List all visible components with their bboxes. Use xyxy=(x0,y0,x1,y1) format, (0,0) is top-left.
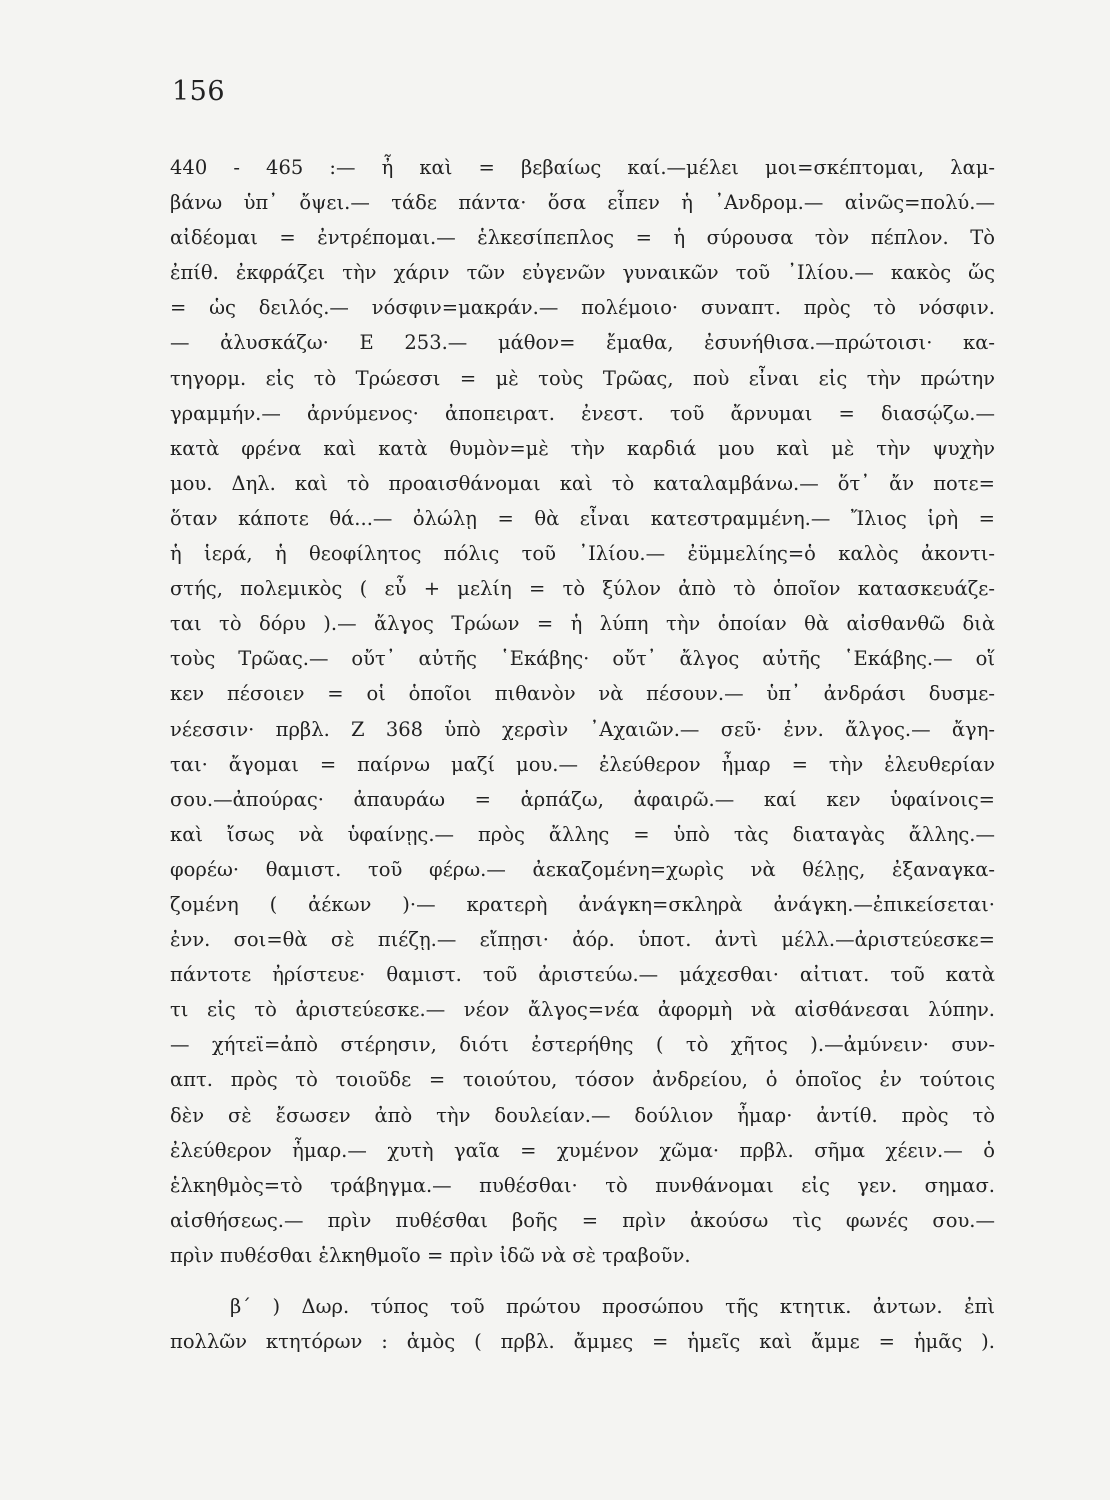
commentary-line: — ἀλυσκάζω· Ε 253.— μάθον= ἔμαθα, ἐσυνήθισα.—πρώτοισι· κα- xyxy=(170,331,995,355)
commentary-line: ἑλκηθμὸς=τὸ τράβηγμα.— πυθέσθαι· τὸ πυνθάνομαι εἰς γεν. σημασ. xyxy=(170,1173,995,1197)
commentary-line: ἐπίθ. ἐκφράζει τὴν χάριν τῶν εὐγενῶν γυναικῶν τοῦ ᾿Ιλίου.— κακὸς ὥς xyxy=(170,261,995,285)
commentary-text xyxy=(170,150,995,1273)
commentary-line: αἰδέομαι = ἐντρέπομαι.— ἑλκεσίπεπλος = ἡ σύρουσα τὸν πέπλον. Τὸ xyxy=(170,226,995,250)
commentary-line: στής, πολεμικὸς ( εὖ + μελίη = τὸ ξύλον ἀπὸ τὸ ὁποῖον κατασκευάζε- xyxy=(170,577,995,601)
commentary-line: σου.—ἀπούρας· ἀπαυράω = ἁρπάζω, ἀφαιρῶ.— καί κεν ὑφαίνοις= xyxy=(170,787,995,811)
commentary-line: = ὡς δειλός.— νόσφιν=μακράν.— πολέμοιο· συναπτ. πρὸς τὸ νόσφιν. xyxy=(170,296,995,320)
commentary-line: ἡ ἱερά, ἡ θεοφίλητος πόλις τοῦ ᾿Ιλίου.— ἐϋμμελίης=ὁ καλὸς ἀκοντι- xyxy=(170,542,995,566)
footnote-line: β΄ ) Δωρ. τύπος τοῦ πρώτου προσώπου τῆς κτητικ. ἀντων. ἐπὶ xyxy=(230,1295,995,1318)
commentary-line: πάντοτε ἠρίστευε· θαμιστ. τοῦ ἀριστεύω.— μάχεσθαι· αἰτιατ. τοῦ κατὰ xyxy=(170,963,995,987)
footnote-text xyxy=(170,1289,995,1359)
commentary-line: ὅταν κάποτε θά...— ὀλώλῃ = θὰ εἶναι κατεστραμμένη.— Ἴλιος ἱρὴ = xyxy=(170,506,995,530)
commentary-line: τηγορμ. εἰς τὸ Τρώεσσι = μὲ τοὺς Τρῶας, ποὺ εἶναι εἰς τὴν πρώτην xyxy=(170,366,995,390)
commentary-line: κεν πέσοιεν = οἱ ὁποῖοι πιθανὸν νὰ πέσουν.— ὑπ᾽ ἀνδράσι δυσμε- xyxy=(170,682,995,706)
commentary-line: απτ. πρὸς τὸ τοιοῦδε = τοιούτου, τόσον ἀνδρείου, ὁ ὁποῖος ἐν τούτοις xyxy=(170,1068,995,1092)
commentary-line: 440 - 465 :— ἦ καὶ = βεβαίως καί.—μέλει μοι=σκέπτομαι, λαμ- xyxy=(170,156,995,179)
commentary-line: ται· ἄγομαι = παίρνω μαζί μου.— ἐλεύθερον ἦμαρ = τὴν ἐλευθερίαν xyxy=(170,752,995,776)
commentary-line: φορέω· θαμιστ. τοῦ φέρω.— ἀεκαζομένη=χωρὶς νὰ θέλῃς, ἐξαναγκα- xyxy=(170,857,995,881)
commentary-line: τοὺς Τρῶας.— οὔτ᾽ αὐτῆς ῾Εκάβης· οὔτ᾽ ἄλγος αὐτῆς ῾Εκάβης.— οἵ xyxy=(170,647,995,671)
commentary-line: νέεσσιν· πρβλ. Ζ 368 ὑπὸ χερσὶν ᾿Αχαιῶν.— σεῦ· ἐνν. ἄλγος.— ἄγη- xyxy=(170,717,995,741)
commentary-line: πρὶν πυθέσθαι ἑλκηθμοῖο = πρὶν ἰδῶ νὰ σὲ τραβοῦν. xyxy=(170,1243,691,1267)
commentary-line: ἐνν. σοι=θὰ σὲ πιέζῃ.— εἴπῃσι· ἀόρ. ὑποτ. ἀντὶ μέλλ.—ἀριστεύεσκε= xyxy=(170,928,995,952)
commentary-line: ἐλεύθερον ἦμαρ.— χυτὴ γαῖα = χυμένον χῶμα· πρβλ. σῆμα χέειν.— ὁ xyxy=(170,1138,995,1162)
commentary-line: ζομένη ( ἀέκων )·— κρατερὴ ἀνάγκη=σκληρὰ ἀνάγκη.—ἐπικείσεται· xyxy=(170,892,995,916)
commentary-line: καὶ ἴσως νὰ ὑφαίνῃς.— πρὸς ἄλλης = ὑπὸ τὰς διαταγὰς ἄλλης.— xyxy=(170,822,995,846)
commentary-line: ται τὸ δόρυ ).— ἄλγος Τρώων = ἡ λύπη τὴν ὁποίαν θὰ αἰσθανθῶ διὰ xyxy=(170,612,995,636)
commentary-line: αἰσθήσεως.— πρὶν πυθέσθαι βοῆς = πρὶν ἀκούσω τὶς φωνές σου.— xyxy=(170,1208,995,1232)
commentary-line: μου. Δηλ. καὶ τὸ προαισθάνομαι καὶ τὸ καταλαμβάνω.— ὅτ᾽ ἄν ποτε= xyxy=(170,471,995,495)
commentary-line: — χήτεϊ=ἀπὸ στέρησιν, διότι ἐστερήθης ( τὸ χῆτος ).—ἀμύνειν· συν- xyxy=(170,1033,995,1057)
page-number: 156 xyxy=(172,76,226,107)
commentary-line: βάνω ὑπ᾽ ὄψει.— τάδε πάντα· ὅσα εἶπεν ἡ ᾿Ανδρομ.— αἰνῶς=πολύ.— xyxy=(170,191,995,215)
commentary-line: γραμμήν.— ἀρνύμενος· ἀποπειρατ. ἐνεστ. τοῦ ἄρνυμαι = διασῴζω.— xyxy=(170,401,995,425)
commentary-line: τι εἰς τὸ ἀριστεύεσκε.— νέον ἄλγος=νέα ἀφορμὴ νὰ αἰσθάνεσαι λύπην. xyxy=(170,998,995,1022)
footnote-line: πολλῶν κτητόρων : ἁμὸς ( πρβλ. ἄμμες = ἡμεῖς καὶ ἄμμε = ἡμᾶς ). xyxy=(170,1330,995,1354)
commentary-line: δὲν σὲ ἔσωσεν ἀπὸ τὴν δουλείαν.— δούλιον ἦμαρ· ἀντίθ. πρὸς τὸ xyxy=(170,1103,995,1127)
commentary-line: κατὰ φρένα καὶ κατὰ θυμὸν=μὲ τὴν καρδιά μου καὶ μὲ τὴν ψυχὴν xyxy=(170,436,995,460)
